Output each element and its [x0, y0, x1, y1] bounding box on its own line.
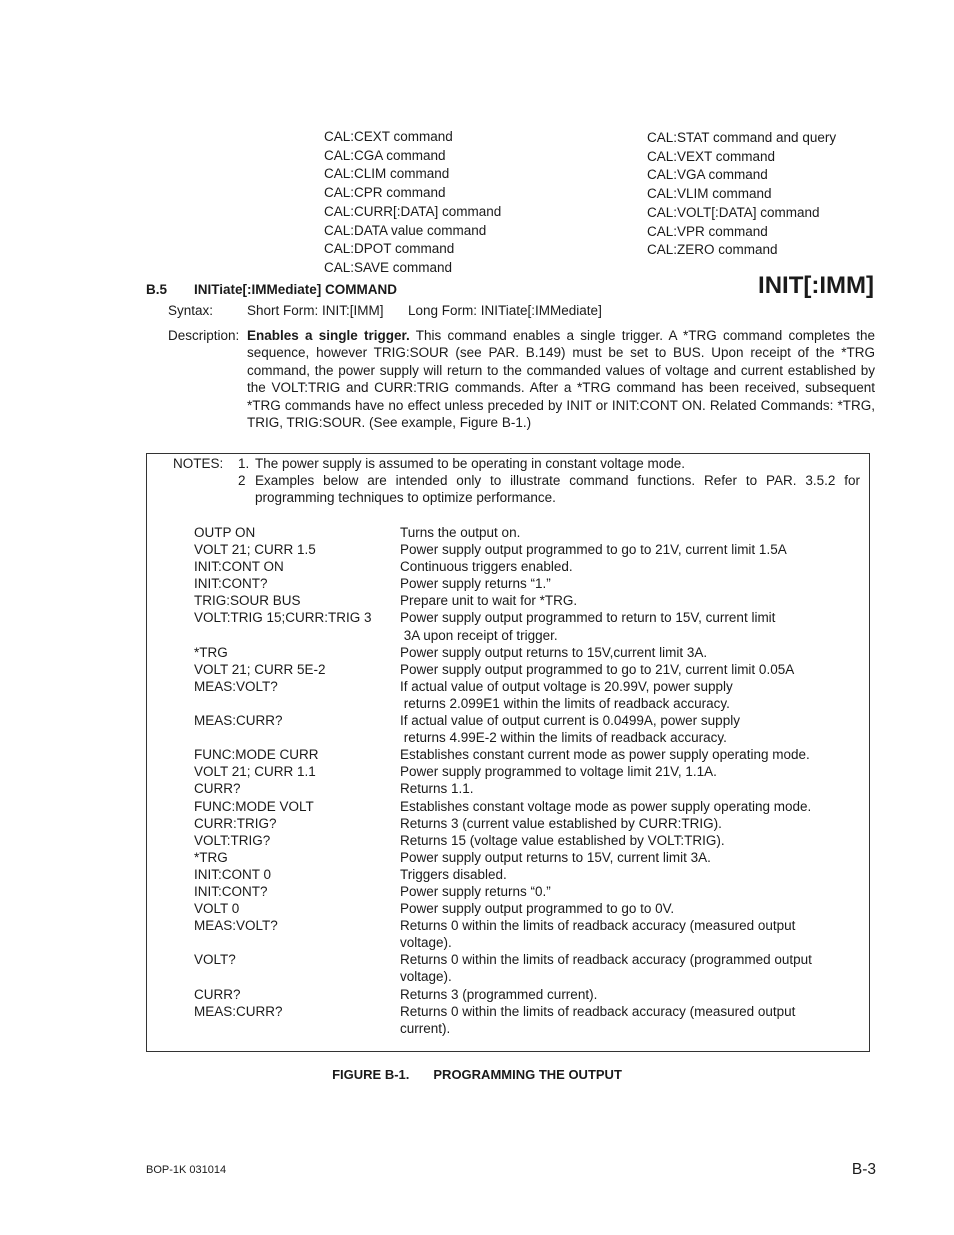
- example-command: VOLT:TRIG 15;CURR:TRIG 3: [194, 610, 372, 626]
- example-description: [400, 575, 854, 592]
- example-command: VOLT?: [194, 952, 236, 968]
- example-command: CURR:TRIG?: [194, 815, 277, 831]
- description-text: [247, 327, 875, 431]
- example-command: TRIG:SOUR BUS: [194, 593, 301, 609]
- example-row: [194, 815, 854, 832]
- example-description-line: Power supply output programmed to go to 0V.: [400, 901, 675, 917]
- cal-command-item: CAL:VEXT command: [647, 148, 776, 164]
- example-command: MEAS:VOLT?: [194, 678, 278, 694]
- example-row: [194, 900, 854, 917]
- example-description: [400, 524, 854, 541]
- example-command: MEAS:VOLT?: [194, 918, 278, 934]
- example-command: VOLT 21; CURR 5E-2: [194, 661, 326, 677]
- cal-command-item: CAL:CURR[:DATA] command: [324, 203, 502, 219]
- figure-caption: [0, 1067, 954, 1082]
- example-command: MEAS:CURR?: [194, 1003, 283, 1019]
- example-description-line: Power supply output programmed to go to 21V, current limit 1.5A: [400, 542, 787, 558]
- syntax-line: [168, 303, 602, 318]
- example-row: [194, 986, 854, 1003]
- example-command: CURR?: [194, 986, 241, 1002]
- example-description: [400, 986, 854, 1003]
- example-row: [194, 746, 854, 763]
- example-row: [194, 609, 854, 643]
- example-description-line: voltage).: [400, 935, 452, 951]
- example-description-line: If actual value of output current is 0.0499A, power supply: [400, 713, 740, 729]
- example-command: VOLT 21; CURR 1.1: [194, 764, 316, 780]
- example-command: VOLT:TRIG?: [194, 832, 271, 848]
- example-description: [400, 644, 854, 661]
- short-form: Short Form: INIT:[IMM]: [247, 303, 384, 318]
- example-description: [400, 541, 854, 558]
- example-description-line: Returns 0 within the limits of readback accuracy (measured output: [400, 918, 796, 934]
- example-command: *TRG: [194, 644, 228, 660]
- notes-label: NOTES:: [173, 456, 224, 471]
- example-description-line: Establishes constant voltage mode as power supply operating mode.: [400, 798, 812, 814]
- example-command: *TRG: [194, 849, 228, 865]
- example-command: FUNC:MODE CURR: [194, 747, 319, 763]
- example-command: CURR?: [194, 781, 241, 797]
- example-row: [194, 644, 854, 661]
- example-command: INIT:CONT ON: [194, 559, 284, 575]
- example-description-line: voltage).: [400, 969, 452, 985]
- example-description-line: Power supply returns “1.”: [400, 576, 551, 592]
- figure-title: PROGRAMMING THE OUTPUT: [433, 1067, 622, 1082]
- example-description: [400, 780, 854, 797]
- description-label: Description:: [168, 328, 240, 343]
- footer-doc-id: BOP-1K 031014: [146, 1164, 227, 1176]
- example-row: [194, 763, 854, 780]
- cal-command-item: CAL:CEXT command: [324, 129, 453, 144]
- example-description: [400, 951, 854, 985]
- example-description: [400, 849, 854, 866]
- example-description-line: Turns the output on.: [400, 525, 521, 540]
- example-description-line: Returns 3 (current value established by CURR:TRIG).: [400, 815, 722, 831]
- example-row: [194, 951, 854, 985]
- example-description: [400, 866, 854, 883]
- example-description: [400, 661, 854, 678]
- note-2-text: Examples below are intended only to illustrate command functions. Refer to PAR. 3.5.2 for programming techniques to optimize performance.: [255, 473, 860, 506]
- figure-label: FIGURE B-1.: [332, 1067, 410, 1082]
- example-description-line: Power supply output returns to 15V, current limit 3A.: [400, 849, 711, 865]
- example-description-line: Prepare unit to wait for *TRG.: [400, 593, 578, 609]
- example-command: VOLT 0: [194, 901, 240, 917]
- cal-command-item: CAL:VGA command: [647, 167, 768, 183]
- example-description: [400, 592, 854, 609]
- cal-command-item: CAL:DPOT command: [324, 241, 455, 257]
- command-title: INIT[:IMM]: [758, 272, 874, 299]
- long-form: Long Form: INITiate[:IMMediate]: [408, 303, 602, 318]
- description-lead: Enables a single trigger.: [247, 328, 410, 343]
- example-description: [400, 1003, 854, 1037]
- syntax-label: Syntax:: [168, 303, 214, 318]
- cal-command-item: CAL:CLIM command: [324, 166, 450, 182]
- example-row: [194, 883, 854, 900]
- example-description-line: Power supply output programmed to go to 21V, current limit 0.05A: [400, 661, 795, 677]
- note-2-number: 2: [238, 473, 246, 488]
- cal-command-item: CAL:STAT command and query: [647, 130, 837, 145]
- example-description-line: Power supply programmed to voltage limit 21V, 1.1A.: [400, 764, 717, 780]
- example-description: [400, 798, 854, 815]
- section-heading: [146, 282, 397, 297]
- example-command: FUNC:MODE VOLT: [194, 798, 314, 814]
- example-command: INIT:CONT 0: [194, 866, 272, 882]
- example-description: [400, 712, 854, 746]
- cal-command-item: CAL:VOLT[:DATA] command: [647, 204, 820, 220]
- example-description-line: Power supply returns “0.”: [400, 883, 551, 899]
- cal-command-item: CAL:VPR command: [647, 223, 768, 239]
- example-description-line: Returns 3 (programmed current).: [400, 986, 598, 1002]
- example-description: [400, 558, 854, 575]
- example-description: [400, 746, 854, 763]
- note-1-text: The power supply is assumed to be operating in constant voltage mode.: [255, 456, 686, 471]
- example-command: MEAS:CURR?: [194, 713, 283, 729]
- example-description: [400, 815, 854, 832]
- example-command: INIT:CONT?: [194, 576, 268, 592]
- example-list: [194, 524, 854, 1037]
- example-row: [194, 832, 854, 849]
- example-row: [194, 575, 854, 592]
- example-description: [400, 832, 854, 849]
- footer-page-number: B-3: [851, 1161, 876, 1178]
- example-description-line: If actual value of output voltage is 20.99V, power supply: [400, 678, 733, 694]
- example-description-line: current).: [400, 1020, 451, 1036]
- example-row: [194, 712, 854, 746]
- cal-command-item: CAL:CGA command: [324, 147, 446, 163]
- section-title: INITiate[:IMMediate] COMMAND: [194, 282, 398, 297]
- example-description: [400, 900, 854, 917]
- example-description: [400, 883, 854, 900]
- example-description-line: Returns 0 within the limits of readback accuracy (programmed output: [400, 952, 812, 968]
- note-1-number: 1.: [238, 456, 250, 471]
- example-command: OUTP ON: [194, 525, 256, 540]
- example-row: [194, 592, 854, 609]
- example-row: [194, 798, 854, 815]
- example-description-line: returns 2.099E1 within the limits of readback accuracy.: [400, 695, 730, 711]
- example-description-line: Returns 15 (voltage value established by VOLT:TRIG).: [400, 832, 725, 848]
- example-description: [400, 678, 854, 712]
- example-description-line: Power supply output returns to 15V,current limit 3A.: [400, 644, 708, 660]
- example-description-line: Triggers disabled.: [400, 866, 507, 882]
- cal-command-item: CAL:VLIM command: [647, 186, 772, 202]
- example-row: [194, 558, 854, 575]
- example-row: [194, 661, 854, 678]
- cal-list-left: [324, 128, 501, 278]
- example-row: [194, 917, 854, 951]
- example-row: [194, 678, 854, 712]
- example-description-line: 3A upon receipt of trigger.: [400, 627, 558, 643]
- example-description-line: Establishes constant current mode as power supply operating mode.: [400, 747, 810, 763]
- description-body: This command enables a single trigger. A *TRG command completes the sequence, however TRIG:SOUR (see PAR. B.149) must be set to BUS. Upon receipt of the *TRG command, the power supply will return to the commanded values of voltage and current established by the VOLT:TRIG and CURR:TRIG commands. After a *TRG command has been received, subsequent *TRG commands have no effect unless preceded by INIT or INIT:CONT ON. Related Commands: *TRG, TRIG, TRIG:SOUR. (See example, Figure B-1.): [247, 328, 875, 431]
- example-description-line: Continuous triggers enabled.: [400, 559, 573, 575]
- example-description-line: Returns 1.1.: [400, 781, 474, 797]
- example-row: [194, 866, 854, 883]
- example-command: VOLT 21; CURR 1.5: [194, 542, 316, 558]
- example-row: [194, 524, 854, 541]
- example-row: [194, 541, 854, 558]
- cal-command-item: CAL:DATA value command: [324, 222, 487, 238]
- example-row: [194, 849, 854, 866]
- section-number: B.5: [146, 282, 168, 297]
- cal-command-item: CAL:ZERO command: [647, 242, 778, 258]
- cal-command-item: CAL:SAVE command: [324, 259, 453, 275]
- example-description-line: Power supply output programmed to return to 15V, current limit: [400, 610, 776, 626]
- cal-list-right: [647, 129, 836, 260]
- example-description-line: Returns 0 within the limits of readback accuracy (measured output: [400, 1003, 796, 1019]
- example-command: INIT:CONT?: [194, 883, 268, 899]
- example-row: [194, 1003, 854, 1037]
- example-description: [400, 609, 854, 643]
- example-description: [400, 763, 854, 780]
- example-description-line: returns 4.99E-2 within the limits of readback accuracy.: [400, 730, 727, 746]
- example-row: [194, 780, 854, 797]
- cal-command-item: CAL:CPR command: [324, 185, 446, 201]
- example-description: [400, 917, 854, 951]
